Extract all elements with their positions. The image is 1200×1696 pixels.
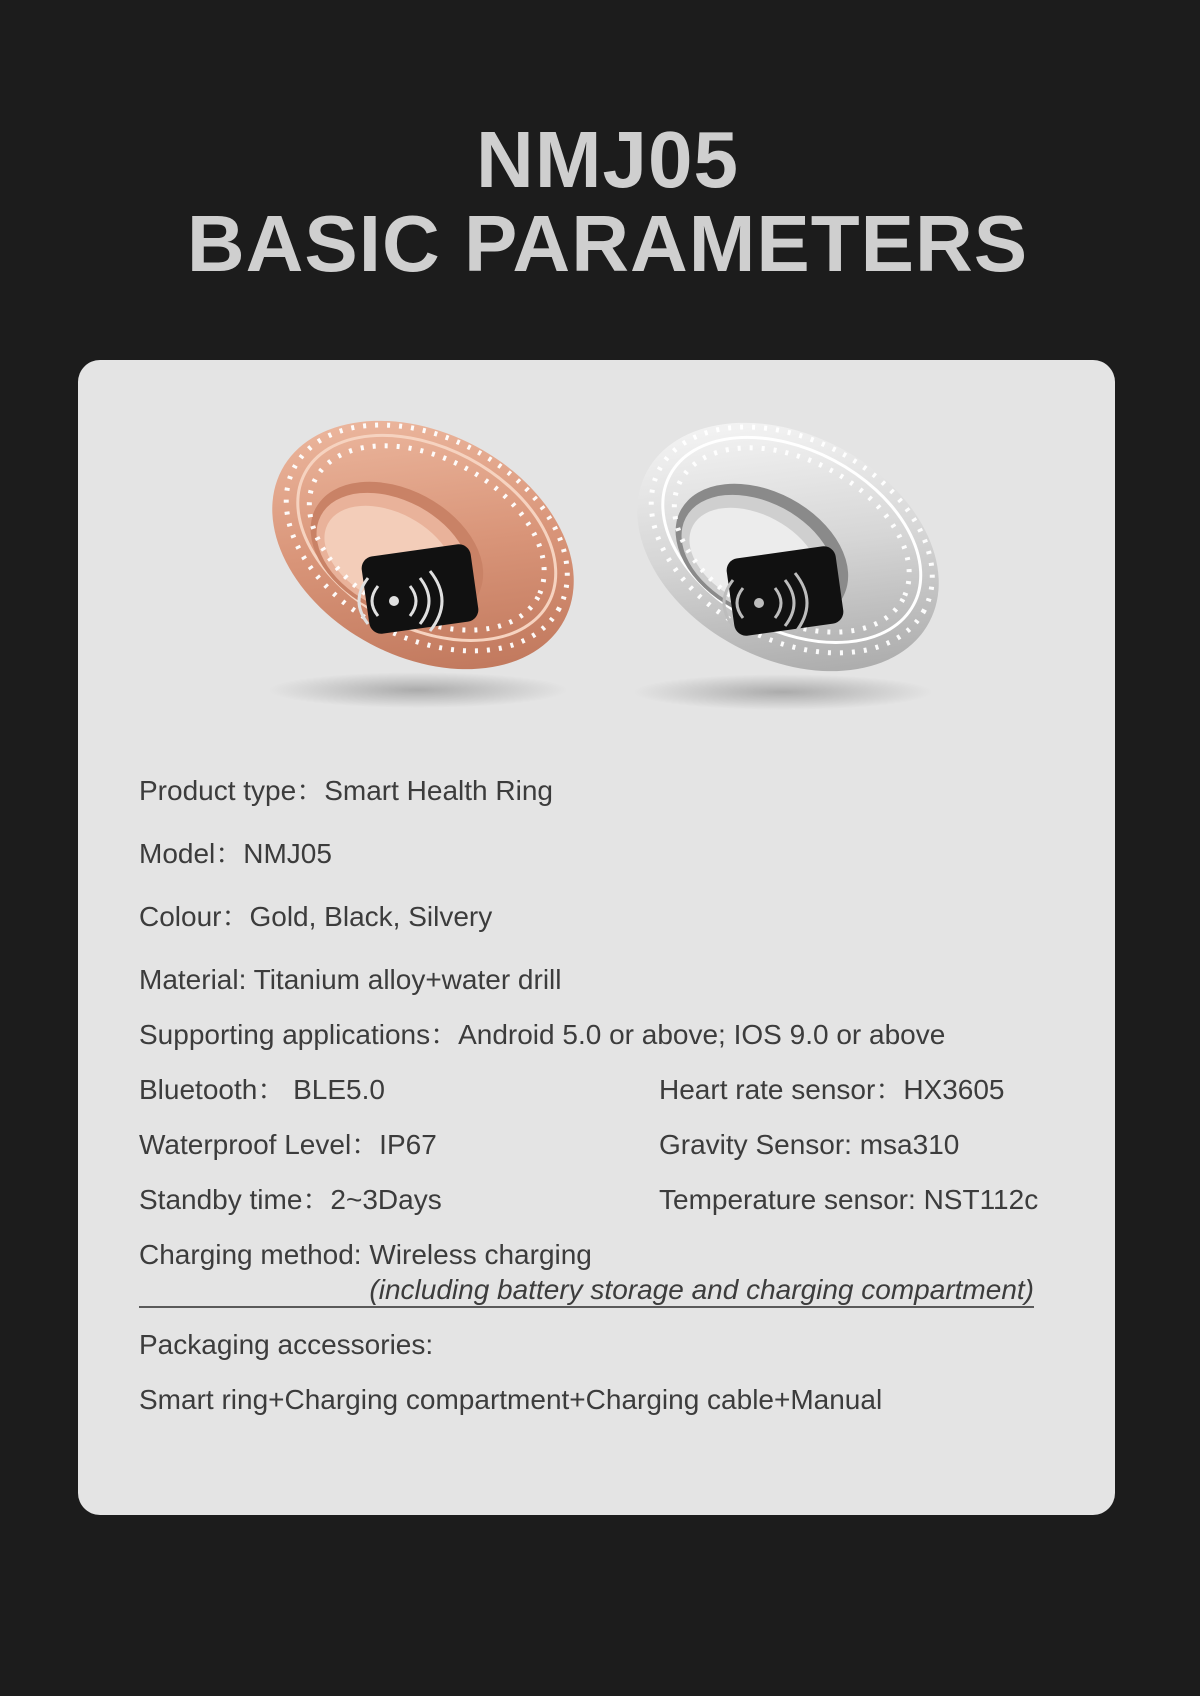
title-model: NMJ05 [476, 115, 739, 204]
spec-product-type: Product type：Smart Health Ring [139, 775, 553, 806]
spec-temperature-sensor: Temperature sensor: NST112c [659, 1184, 1039, 1215]
title-subtitle: BASIC PARAMETERS [186, 199, 1029, 288]
packaging-contents: Smart ring+Charging compartment+Charging cable+Manual [139, 1384, 883, 1415]
spec-standby-time: Standby time：2~3Days [139, 1184, 442, 1215]
spec-gravity-sensor: Gravity Sensor: msa310 [659, 1129, 960, 1160]
spec-charging-note: (including battery storage and charging compartment) [139, 1274, 1034, 1308]
page-title [0, 115, 1200, 288]
rings-illustration [78, 360, 1115, 740]
spec-supporting-applications: Supporting applications：Android 5.0 or above; IOS 9.0 or above [139, 1019, 946, 1050]
rose-gold-ring [229, 371, 617, 719]
silver-ring [594, 373, 982, 721]
spec-heart-rate-sensor: Heart rate sensor：HX3605 [659, 1074, 1005, 1105]
spec-model: Model：NMJ05 [139, 838, 332, 869]
spec-colour: Colour：Gold, Black, Silvery [139, 901, 493, 932]
spec-waterproof-level: Waterproof Level：IP67 [139, 1129, 437, 1160]
spec-charging-method: Charging method: Wireless charging [139, 1239, 592, 1270]
spec-material: Material: Titanium alloy+water drill [139, 964, 562, 995]
wireless-nfc-icon [359, 543, 480, 636]
spec-bluetooth: Bluetooth： BLE5.0 [139, 1074, 385, 1105]
wireless-nfc-icon [724, 545, 845, 638]
parameters-card [78, 360, 1115, 1515]
packaging-label: Packaging accessories: [139, 1329, 434, 1360]
